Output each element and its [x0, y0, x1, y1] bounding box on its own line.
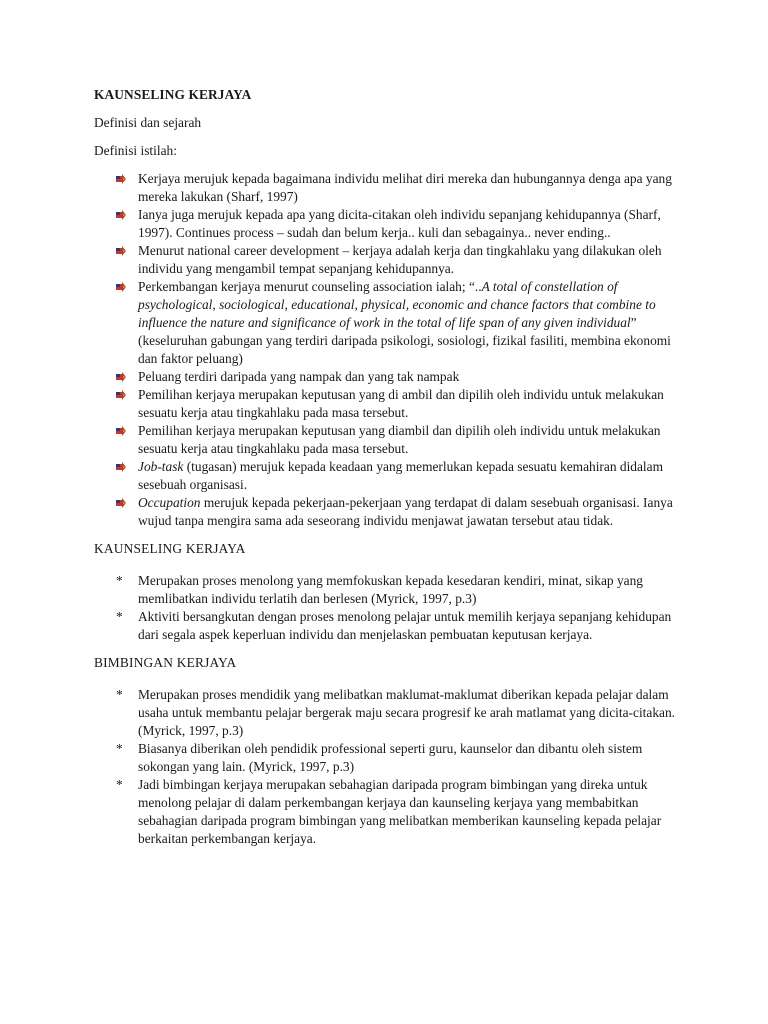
- list-item-text: Aktiviti bersangkutan dengan proses menolong pelajar untuk memilih kerjaya sepanjang kehidupan dari segala aspek keperluan individu dan menjelaskan pembuatan keputusan kerjaya.: [138, 609, 672, 642]
- arrow-bullet-icon: [115, 245, 127, 257]
- kaunseling-list: [94, 572, 684, 644]
- list-item-text: Merupakan proses menolong yang memfokuskan kepada kesedaran kendiri, minat, sikap yang memlibatkan individu terlatih dan berlesen (Myrick, 1997, p.3): [138, 573, 643, 606]
- arrow-bullet-icon: [115, 425, 127, 437]
- list-item: [94, 572, 684, 608]
- arrow-bullet-icon: [115, 461, 127, 473]
- list-item-text: Jadi bimbingan kerjaya merupakan sebahagian daripada program bimbingan yang direka untuk menolong pelajar di dalam perkembangan kerjaya dan kaunseling kerjaya yang membabitkan sebahagian daripada program bimbingan yang melibatkan memberikan kaunseling kepada pelajar berkaitan perkembangan kerjaya.: [138, 777, 662, 846]
- definition-item: [94, 242, 684, 278]
- document-page: [94, 86, 684, 858]
- definition-item: [94, 386, 684, 422]
- arrow-bullet-icon: [115, 173, 127, 185]
- definition-text: Peluang terdiri daripada yang nampak dan yang tak nampak: [138, 369, 460, 384]
- list-item: [94, 776, 684, 848]
- definition-text: Kerjaya merujuk kepada bagaimana individu melihat diri mereka dan hubungannya denga apa yang mereka lakukan (Sharf, 1997): [138, 171, 672, 204]
- list-item-text: Biasanya diberikan oleh pendidik professional seperti guru, kaunselor dan dibantu oleh sistem sokongan yang lain. (Myrick, 1997, p.3): [138, 741, 643, 774]
- arrow-bullet-icon: [115, 389, 127, 401]
- definition-text: [138, 459, 663, 492]
- star-bullet-icon: *: [116, 573, 123, 588]
- arrow-bullet-icon: [115, 371, 127, 383]
- definition-text-post: merujuk kepada pekerjaan-pekerjaan yang terdapat di dalam sesebuah organisasi. Ianya wujud tanpa mengira sama ada seseorang individu menjawat jawatan tersebut atau tidak.: [138, 495, 673, 528]
- document-title: KAUNSELING KERJAYA: [94, 87, 252, 102]
- definition-item: [94, 368, 684, 386]
- definition-item: [94, 494, 684, 530]
- definition-item: [94, 206, 684, 242]
- definition-list: [94, 170, 684, 530]
- definition-text: Pemilihan kerjaya merupakan keputusan yang diambil dan dipilih oleh individu untuk melakukan sesuatu kerja atau tingkahlaku pada masa tersebut.: [138, 423, 661, 456]
- definition-item: [94, 278, 684, 368]
- definition-item: [94, 170, 684, 206]
- definition-label: Definisi istilah:: [94, 143, 177, 158]
- arrow-bullet-icon: [115, 281, 127, 293]
- definition-text: Pemilihan kerjaya merupakan keputusan yang di ambil dan dipilih oleh individu untuk melakukan sesuatu kerja atau tingkahlaku pada masa tersebut.: [138, 387, 664, 420]
- arrow-bullet-icon: [115, 497, 127, 509]
- definition-item: [94, 458, 684, 494]
- definition-text: [138, 279, 671, 366]
- list-item: [94, 686, 684, 740]
- definition-text: Ianya juga merujuk kepada apa yang dicita-citakan oleh individu sepanjang kehidupannya (Sharf, 1997). Continues process – sudah dan belum kerja.. kuli dan sebagainya.. never ending..: [138, 207, 661, 240]
- star-bullet-icon: *: [116, 777, 123, 792]
- section-heading-bimbingan: BIMBINGAN KERJAYA: [94, 655, 237, 670]
- star-bullet-icon: *: [116, 609, 123, 624]
- document-subtitle: Definisi dan sejarah: [94, 115, 202, 130]
- section-heading-kaunseling: KAUNSELING KERJAYA: [94, 541, 246, 556]
- definition-text-italic: Job-task: [138, 459, 184, 474]
- star-bullet-icon: *: [116, 687, 123, 702]
- definition-text: Menurut national career development – kerjaya adalah kerja dan tingkahlaku yang dilakukan oleh individu yang mengambil tempat sepanjang kehidupannya.: [138, 243, 662, 276]
- definition-text-post: ” (keseluruhan gabungan yang terdiri daripada psikologi, sosiologi, fizikal fasiliti, membina ekonomi dan faktor peluang): [138, 315, 671, 366]
- bimbingan-list: [94, 686, 684, 848]
- definition-text-post: (tugasan) merujuk kepada keadaan yang memerlukan kepada sesuatu kemahiran didalam sesebuah organisasi.: [138, 459, 664, 492]
- list-item-text: Merupakan proses mendidik yang melibatkan maklumat-maklumat diberikan kepada pelajar dalam usaha untuk membantu pelajar bergerak maju secara progresif ke arah matlamat yang dicita-citakan. (Myrick, 1997, p.3): [138, 687, 676, 738]
- list-item: [94, 608, 684, 644]
- definition-item: [94, 422, 684, 458]
- arrow-bullet-icon: [115, 209, 127, 221]
- star-bullet-icon: *: [116, 741, 123, 756]
- definition-text: [138, 495, 673, 528]
- list-item: [94, 740, 684, 776]
- definition-text-italic: Occupation: [138, 495, 201, 510]
- definition-text-pre: Perkembangan kerjaya menurut counseling association ialah; “..: [138, 279, 482, 294]
- definition-text-italic: A total of constellation of psychological, sociological, educational, physical, economic and chance factors that combine to influence the nature and significance of work in the total of life span of any given individual: [138, 279, 656, 330]
